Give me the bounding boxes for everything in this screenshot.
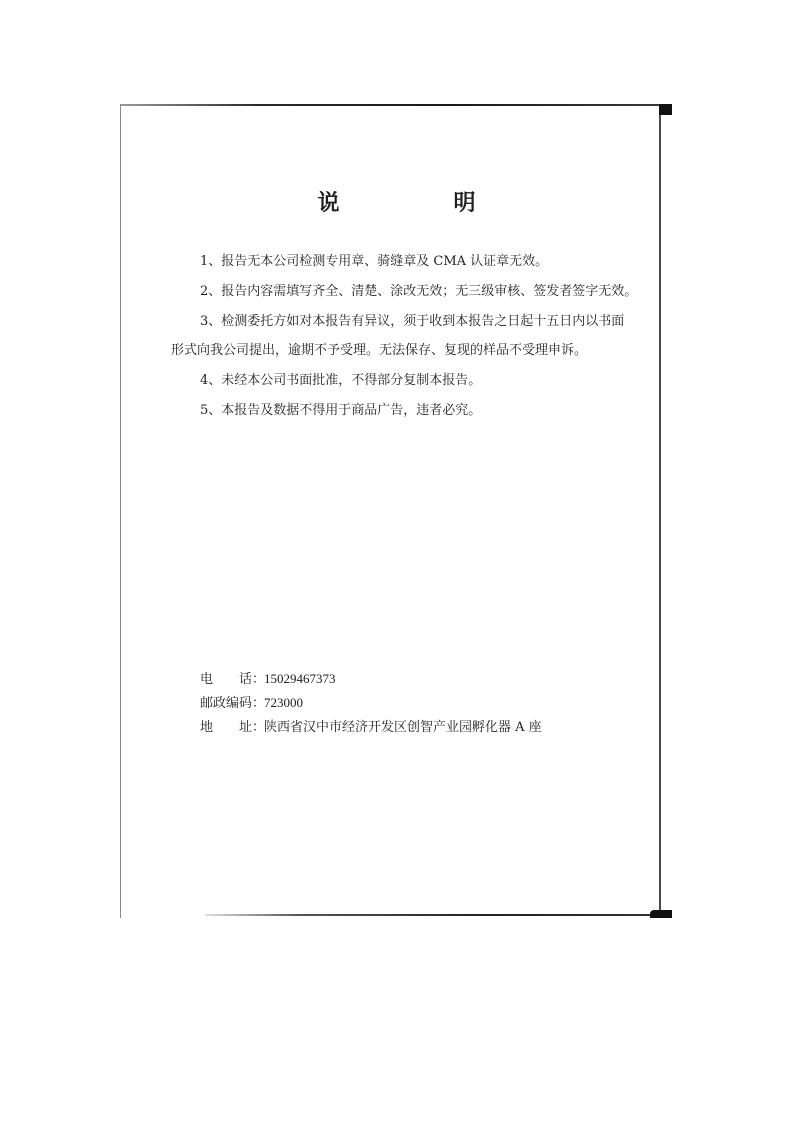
- contact-address-row: [200, 719, 542, 737]
- postcode-label: 邮政编码：: [200, 696, 266, 711]
- scan-edge-right: [659, 106, 661, 918]
- postcode-value: 723000: [264, 695, 303, 710]
- address-label: 地 址：: [200, 720, 266, 735]
- scan-corner-bottom-right: [650, 910, 672, 918]
- page-title: 说 明: [317, 190, 522, 216]
- scan-edge-bottom: [205, 914, 672, 916]
- address-value: 陕西省汉中市经济开发区创智产业园孵化器 A 座: [264, 720, 542, 735]
- clause-3: 3、检测委托方如对本报告有异议，须于收到本报告之日起十五日内以书面: [200, 314, 625, 329]
- scan-corner-top-right: [659, 104, 672, 115]
- clause-5: 5、本报告及数据不得用于商品广告，违者必究。: [200, 403, 482, 418]
- contact-postcode-row: [200, 694, 303, 713]
- clause-2: 2、报告内容需填写齐全、清楚、涂改无效；无三级审核、签发者签字无效。: [200, 284, 638, 299]
- clause-3-continued: 形式向我公司提出，逾期不予受理。无法保存、复现的样品不受理申诉。: [171, 343, 588, 358]
- contact-phone-row: [200, 670, 336, 689]
- scan-edge-left: [120, 104, 121, 918]
- phone-label: 电 话：: [200, 672, 266, 687]
- phone-value: 15029467373: [264, 671, 336, 686]
- scan-edge-top: [120, 104, 672, 106]
- clause-1: 1、报告无本公司检测专用章、骑缝章及 CMA 认证章无效。: [200, 254, 549, 269]
- clause-4: 4、未经本公司书面批准，不得部分复制本报告。: [200, 373, 482, 388]
